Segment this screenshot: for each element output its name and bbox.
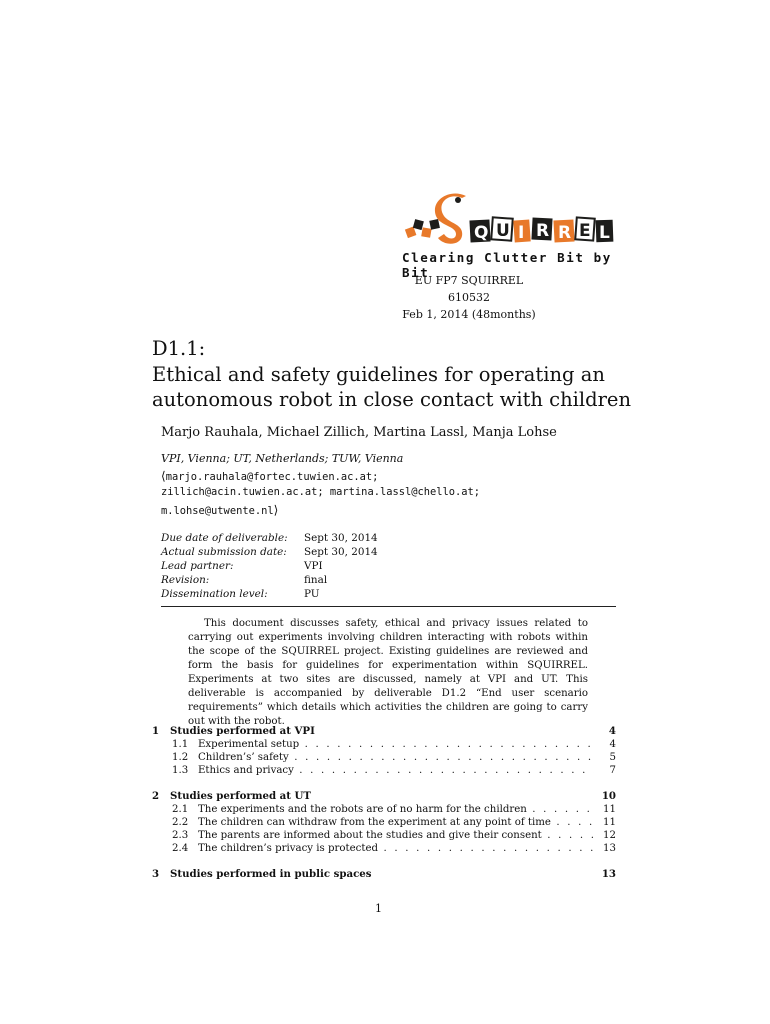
project-date: Feb 1, 2014 (48months) [402,308,536,321]
svg-text:L: L [599,223,610,243]
table-of-contents [152,724,616,881]
close-bracket: ⟩ [273,503,279,517]
document-title [152,336,631,413]
title-line-3: autonomous robot in close contact with children [152,388,632,411]
toc-subsection[interactable]: 1.1 Experimental setup . . . 4 [152,738,616,751]
squirrel-logo [400,190,614,280]
abstract-text: This document discusses safety, ethical and privacy issues related to carrying out experiments involving children interacting with robots within the scope of the SQUIRREL project. Existing guidelines are reviewed and form the basis for guidelines for experimentation within SQUIRREL. Experiments at two sites are discussed, namely at VPI and UT. This deliverable is accompanied by deliverable D1.2 “End user scenario requirements” which details which activities the children are going to carry out with the robot. [188,618,588,727]
page-number: 1 [375,902,382,915]
toc-section[interactable]: 1 Studies performed at VPI 4 [152,725,616,737]
toc-section[interactable]: 3 Studies performed in public spaces 13 [152,868,616,880]
svg-text:E: E [579,221,591,241]
grant-number: 610532 [448,291,490,304]
deliverable-row: Lead partner: VPI [161,560,323,572]
toc-subsection[interactable]: 2.2 The children can withdraw from the experiment at any point of time . . . 11 [152,816,616,829]
affiliations: VPI, Vienna; UT, Netherlands; TUW, Vienna [161,452,404,465]
toc-subsection[interactable]: 2.4 The children’s privacy is protected . . . 13 [152,842,616,855]
email-line-2: zillich@acin.tuwien.ac.at; martina.lassl@chello.at; [161,486,481,498]
svg-text:I: I [518,223,525,243]
svg-text:R: R [536,221,550,241]
toc-subsection[interactable]: 1.2 Children’s’ safety . . . 5 [152,751,616,764]
email-text-3: m.lohse@utwente.nl [161,505,274,517]
toc-section[interactable]: 2 Studies performed at UT 10 [152,790,616,802]
svg-text:Q: Q [474,223,489,243]
squirrel-logo-graphic [400,190,614,248]
email-line-1 [161,469,378,483]
toc-subsection[interactable]: 2.1 The experiments and the robots are of no harm for the children . . . 11 [152,803,616,816]
abstract [188,617,588,729]
toc-subsection[interactable]: 1.3 Ethics and privacy . . . 7 [152,764,616,777]
deliverable-info [161,531,378,601]
authors: Marjo Rauhala, Michael Zillich, Martina Lassl, Manja Lohse [161,425,557,440]
title-line-2: Ethical and safety guidelines for operating an [152,362,605,386]
project-name: EU FP7 SQUIRREL [414,274,524,287]
deliverable-row: Due date of deliverable: Sept 30, 2014 [161,532,378,544]
deliverable-row: Actual submission date: Sept 30, 2014 [161,546,378,558]
email-text-1: marjo.rauhala@fortec.tuwien.ac.at; [165,471,379,483]
logo-tagline: Clearing Clutter Bit by Bit [402,250,612,280]
deliverable-row: Dissemination level: PU [161,588,320,600]
title-line-1: D1.1: [152,337,206,360]
email-line-3 [161,503,278,517]
horizontal-rule [161,606,616,607]
open-bracket: ⟨ [161,469,166,483]
svg-text:R: R [558,223,572,243]
toc-subsection[interactable]: 2.3 The parents are informed about the studies and give their consent . . . 12 [152,829,616,842]
svg-text:U: U [496,221,510,241]
deliverable-row: Revision: final [161,574,328,586]
